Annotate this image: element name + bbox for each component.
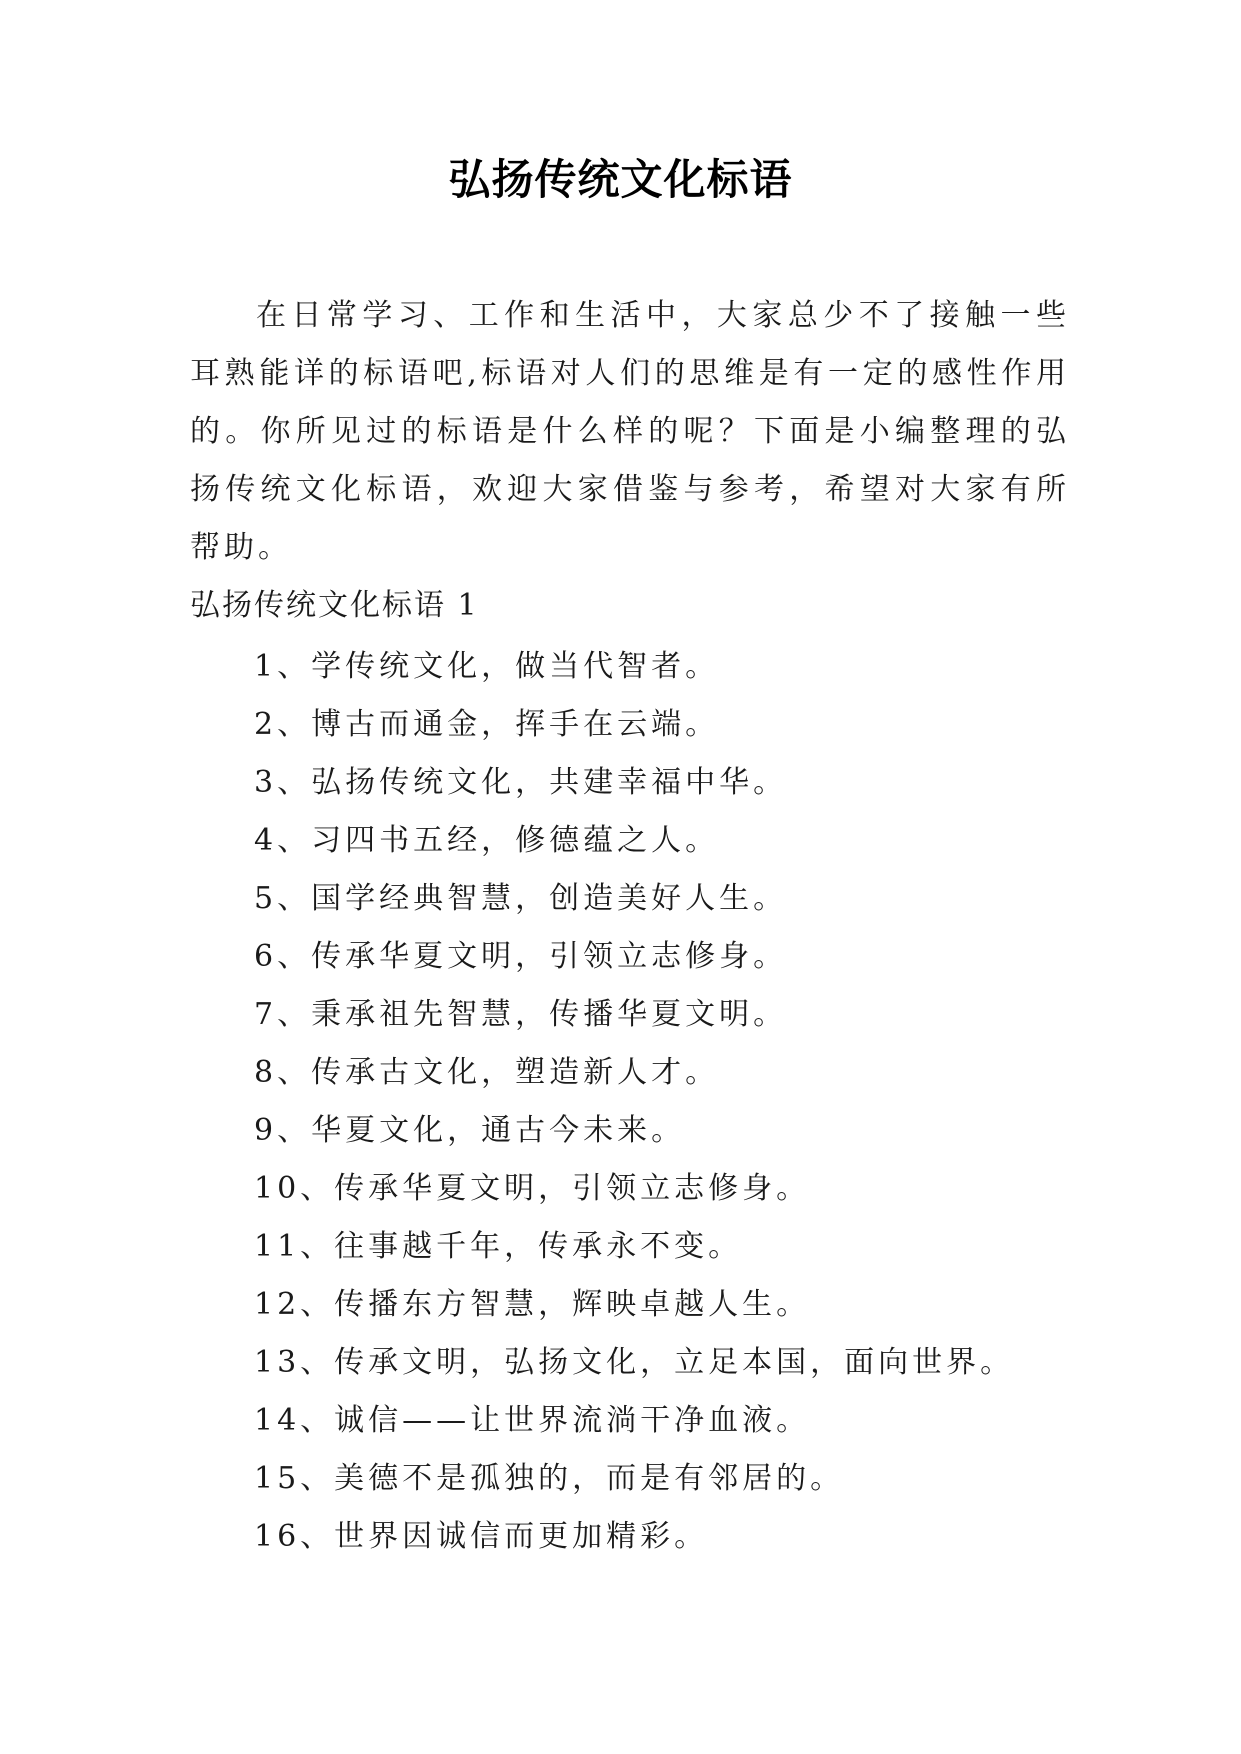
- slogan-item: 9、华夏文化，通古今未来。: [254, 1113, 686, 1148]
- slogan-item: 3、弘扬传统文化，共建幸福中华。: [254, 765, 788, 800]
- slogan-item: 7、秉承祖先智慧，传播华夏文明。: [254, 997, 788, 1032]
- section-heading: 弘扬传统文化标语 1: [190, 588, 479, 623]
- intro-paragraph: 在日常学习、工作和生活中，大家总少不了接触一些耳熟能详的标语吧,标语对人们的思维是有一定的感性作用的。你所见过的标语是什么样的呢？下面是小编整理的弘扬传统文化标语，欢迎大家借鉴与参考，希望对大家有所帮助。: [190, 298, 1070, 565]
- slogan-item: 11、往事越千年，传承永不变。: [254, 1229, 743, 1264]
- slogan-item: 4、习四书五经，修德蕴之人。: [254, 823, 720, 858]
- slogan-item: 16、世界因诚信而更加精彩。: [254, 1519, 709, 1554]
- slogan-item: 8、传承古文化，塑造新人才。: [254, 1055, 720, 1090]
- slogan-list: [254, 638, 1154, 1566]
- slogan-item: 5、国学经典智慧，创造美好人生。: [254, 881, 788, 916]
- slogan-item: 2、博古而通金，挥手在云端。: [254, 707, 720, 742]
- slogan-item: 15、美德不是孤独的，而是有邻居的。: [254, 1461, 845, 1496]
- slogan-item: 10、传承华夏文明，引领立志修身。: [254, 1171, 811, 1206]
- document-title: 弘扬传统文化标语: [448, 155, 793, 204]
- slogan-item: 14、诚信——让世界流淌干净血液。: [254, 1403, 811, 1438]
- slogan-item: 1、学传统文化，做当代智者。: [254, 649, 720, 684]
- slogan-item: 12、传播东方智慧，辉映卓越人生。: [254, 1287, 811, 1322]
- slogan-item: 6、传承华夏文明，引领立志修身。: [254, 939, 788, 974]
- slogan-item: 13、传承文明，弘扬文化，立足本国，面向世界。: [254, 1345, 1015, 1380]
